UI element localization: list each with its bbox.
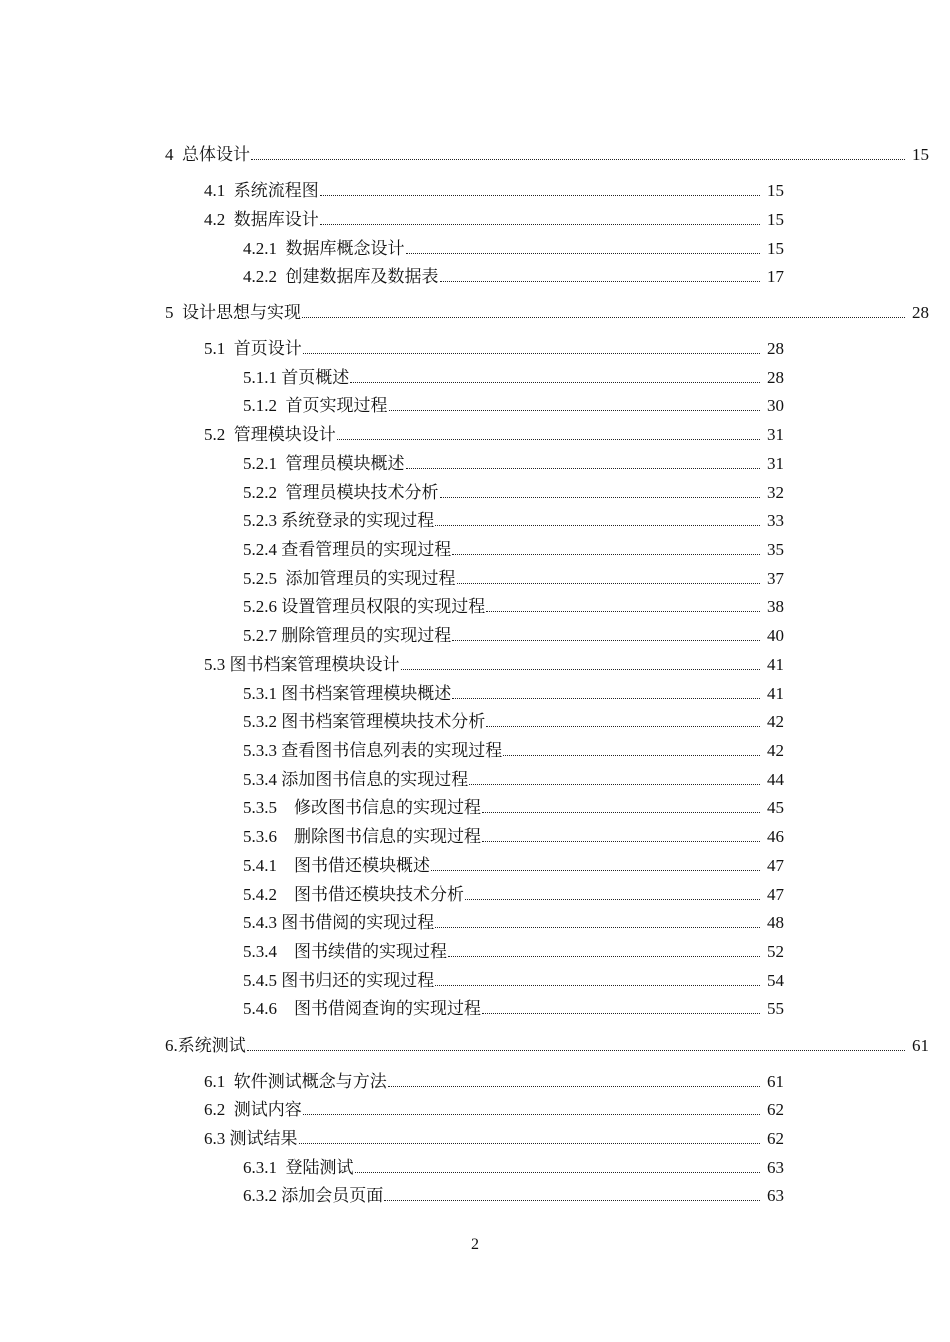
toc-subsection-5-2-7[interactable]	[243, 625, 784, 647]
dot-leader	[469, 784, 760, 785]
dot-leader	[482, 812, 760, 813]
toc-label: 4.2.1 数据库概念设计	[243, 239, 405, 258]
dot-leader	[247, 1050, 905, 1051]
dot-leader	[401, 669, 761, 670]
toc-label: 5.3.1 图书档案管理模块概述	[243, 684, 452, 703]
dot-leader	[302, 317, 905, 318]
toc-label: 5.3.2 图书档案管理模块技术分析	[243, 712, 486, 731]
toc-page-number: 32	[767, 483, 784, 502]
toc-subsection-5-2-4[interactable]	[243, 539, 784, 561]
toc-section-5-2[interactable]	[204, 424, 784, 446]
dot-leader	[435, 927, 760, 928]
toc-page-number: 31	[767, 425, 784, 444]
toc-label: 5.3.4 添加图书信息的实现过程	[243, 770, 469, 789]
dot-leader	[486, 611, 760, 612]
toc-subsection-5-1-2[interactable]	[243, 395, 784, 417]
dot-leader	[355, 1172, 761, 1173]
toc-page-number: 28	[767, 368, 784, 387]
toc-section-4-1[interactable]	[204, 180, 784, 202]
toc-page-number: 55	[767, 999, 784, 1018]
toc-chapter-6[interactable]	[165, 1035, 929, 1057]
toc-page-number: 15	[767, 239, 784, 258]
toc-page-number: 38	[767, 597, 784, 616]
toc-page-number: 15	[767, 210, 784, 229]
toc-page-number: 52	[767, 942, 784, 961]
toc-subsection-5-4-3[interactable]	[243, 912, 784, 934]
toc-label: 5.2.5 添加管理员的实现过程	[243, 569, 456, 588]
toc-page-number: 61	[912, 1036, 929, 1055]
toc-section-5-1[interactable]	[204, 338, 784, 360]
dot-leader	[384, 1200, 760, 1201]
toc-subsection-5-3-5[interactable]	[243, 797, 784, 819]
dot-leader	[465, 899, 760, 900]
toc-label: 5.3 图书档案管理模块设计	[204, 655, 400, 674]
toc-page-number: 41	[767, 655, 784, 674]
toc-label: 5.2.6 设置管理员权限的实现过程	[243, 597, 486, 616]
dot-leader	[350, 382, 760, 383]
toc-subsection-6-3-2[interactable]	[243, 1185, 784, 1207]
dot-leader	[389, 410, 761, 411]
toc-page-number: 44	[767, 770, 784, 789]
toc-page-number: 15	[912, 145, 929, 164]
toc-subsection-5-3-4[interactable]	[243, 769, 784, 791]
toc-subsection-5-2-3[interactable]	[243, 510, 784, 532]
toc-subsection-5-3-6[interactable]	[243, 826, 784, 848]
toc-page-number: 35	[767, 540, 784, 559]
toc-subsection-5-2-2[interactable]	[243, 482, 784, 504]
toc-label: 4.1 系统流程图	[204, 181, 319, 200]
toc-label: 5.4.5 图书归还的实现过程	[243, 971, 435, 990]
toc-subsection-5-4-5[interactable]	[243, 970, 784, 992]
toc-page-number: 61	[767, 1072, 784, 1091]
dot-leader	[320, 195, 760, 196]
dot-leader	[452, 640, 760, 641]
toc-section-6-3[interactable]	[204, 1128, 784, 1150]
dot-leader	[503, 755, 760, 756]
dot-leader	[320, 224, 760, 225]
toc-subsection-5-4-6[interactable]	[243, 998, 784, 1020]
toc-label: 5.2.2 管理员模块技术分析	[243, 483, 439, 502]
toc-label: 5.4.1 图书借还模块概述	[243, 856, 430, 875]
dot-leader	[337, 439, 760, 440]
toc-section-4-2[interactable]	[204, 209, 784, 231]
toc-label: 5.1 首页设计	[204, 339, 302, 358]
toc-label: 5.1.1 首页概述	[243, 368, 350, 387]
toc-label: 5.2.1 管理员模块概述	[243, 454, 405, 473]
dot-leader	[448, 956, 760, 957]
dot-leader	[251, 159, 905, 160]
toc-page-number: 41	[767, 684, 784, 703]
toc-page-number: 37	[767, 569, 784, 588]
toc-page-number: 42	[767, 712, 784, 731]
toc-subsection-5-3-3[interactable]	[243, 740, 784, 762]
toc-page-number: 40	[767, 626, 784, 645]
toc-label: 6.3 测试结果	[204, 1129, 298, 1148]
dot-leader	[440, 497, 761, 498]
toc-label: 6.2 测试内容	[204, 1100, 302, 1119]
toc-label: 6.3.1 登陆测试	[243, 1158, 354, 1177]
toc-subsection-4-2-1[interactable]	[243, 238, 784, 260]
toc-page-number: 48	[767, 913, 784, 932]
dot-leader	[303, 353, 760, 354]
toc-subsection-6-3-1[interactable]	[243, 1157, 784, 1179]
dot-leader	[406, 468, 761, 469]
toc-subsection-5-4-2[interactable]	[243, 884, 784, 906]
toc-label: 5.4.6 图书借阅查询的实现过程	[243, 999, 481, 1018]
dot-leader	[457, 583, 761, 584]
toc-label: 4.2.2 创建数据库及数据表	[243, 267, 439, 286]
toc-subsection-5-3-1[interactable]	[243, 683, 784, 705]
toc-page-number: 46	[767, 827, 784, 846]
toc-subsection-5-2-5[interactable]	[243, 568, 784, 590]
toc-subsection-4-2-2[interactable]	[243, 266, 784, 288]
toc-section-6-2[interactable]	[204, 1099, 784, 1121]
toc-page-number: 15	[767, 181, 784, 200]
toc-label: 6.1 软件测试概念与方法	[204, 1072, 387, 1091]
dot-leader	[299, 1143, 761, 1144]
toc-page-number: 28	[767, 339, 784, 358]
toc-label: 5.4.3 图书借阅的实现过程	[243, 913, 435, 932]
toc-label: 5.2.7 删除管理员的实现过程	[243, 626, 452, 645]
toc-label: 6.3.2 添加会员页面	[243, 1186, 384, 1205]
toc-page-number: 17	[767, 267, 784, 286]
dot-leader	[452, 554, 760, 555]
toc-label: 6.系统测试	[165, 1036, 246, 1055]
dot-leader	[435, 525, 760, 526]
dot-leader	[482, 1013, 760, 1014]
toc-section-6-1[interactable]	[204, 1071, 784, 1093]
toc-label: 5.2 管理模块设计	[204, 425, 336, 444]
toc-page-number: 31	[767, 454, 784, 473]
toc-subsection-5-4-1[interactable]	[243, 855, 784, 877]
toc-page-number: 62	[767, 1129, 784, 1148]
toc-subsection-5-3-2[interactable]	[243, 711, 784, 733]
toc-subsection-5-1-1[interactable]	[243, 367, 784, 389]
toc-label: 5.3.4 图书续借的实现过程	[243, 942, 447, 961]
toc-label: 5.2.4 查看管理员的实现过程	[243, 540, 452, 559]
toc-page-number: 62	[767, 1100, 784, 1119]
dot-leader	[431, 870, 760, 871]
toc-chapter-4[interactable]	[165, 144, 929, 166]
toc-page-number: 45	[767, 798, 784, 817]
dot-leader	[440, 281, 761, 282]
toc-page-number: 63	[767, 1158, 784, 1177]
toc-page-number: 33	[767, 511, 784, 530]
dot-leader	[435, 985, 760, 986]
toc-label: 5.3.3 查看图书信息列表的实现过程	[243, 741, 503, 760]
dot-leader	[406, 253, 761, 254]
toc-subsection-5-2-1[interactable]	[243, 453, 784, 475]
toc-page-number: 30	[767, 396, 784, 415]
toc-section-5-3[interactable]	[204, 654, 784, 676]
toc-label: 5.4.2 图书借还模块技术分析	[243, 885, 464, 904]
toc-label: 5.3.5 修改图书信息的实现过程	[243, 798, 481, 817]
dot-leader	[303, 1114, 760, 1115]
toc-label: 4.2 数据库设计	[204, 210, 319, 229]
page-number: 2	[471, 1236, 479, 1253]
toc-label: 4 总体设计	[165, 145, 250, 164]
dot-leader	[482, 841, 760, 842]
toc-chapter-5[interactable]	[165, 302, 929, 324]
toc-subsection-5-2-6[interactable]	[243, 596, 784, 618]
toc-label: 5 设计思想与实现	[165, 303, 301, 322]
toc-page-number: 54	[767, 971, 784, 990]
toc-subsection-5-3-4-renew[interactable]	[243, 941, 784, 963]
toc-page-number: 63	[767, 1186, 784, 1205]
dot-leader	[388, 1086, 760, 1087]
toc-page-number: 47	[767, 856, 784, 875]
toc-label: 5.1.2 首页实现过程	[243, 396, 388, 415]
toc-page-number: 42	[767, 741, 784, 760]
toc-label: 5.2.3 系统登录的实现过程	[243, 511, 435, 530]
dot-leader	[452, 698, 760, 699]
toc-label: 5.3.6 删除图书信息的实现过程	[243, 827, 481, 846]
toc-page-number: 47	[767, 885, 784, 904]
dot-leader	[486, 726, 760, 727]
toc-page-number: 28	[912, 303, 929, 322]
